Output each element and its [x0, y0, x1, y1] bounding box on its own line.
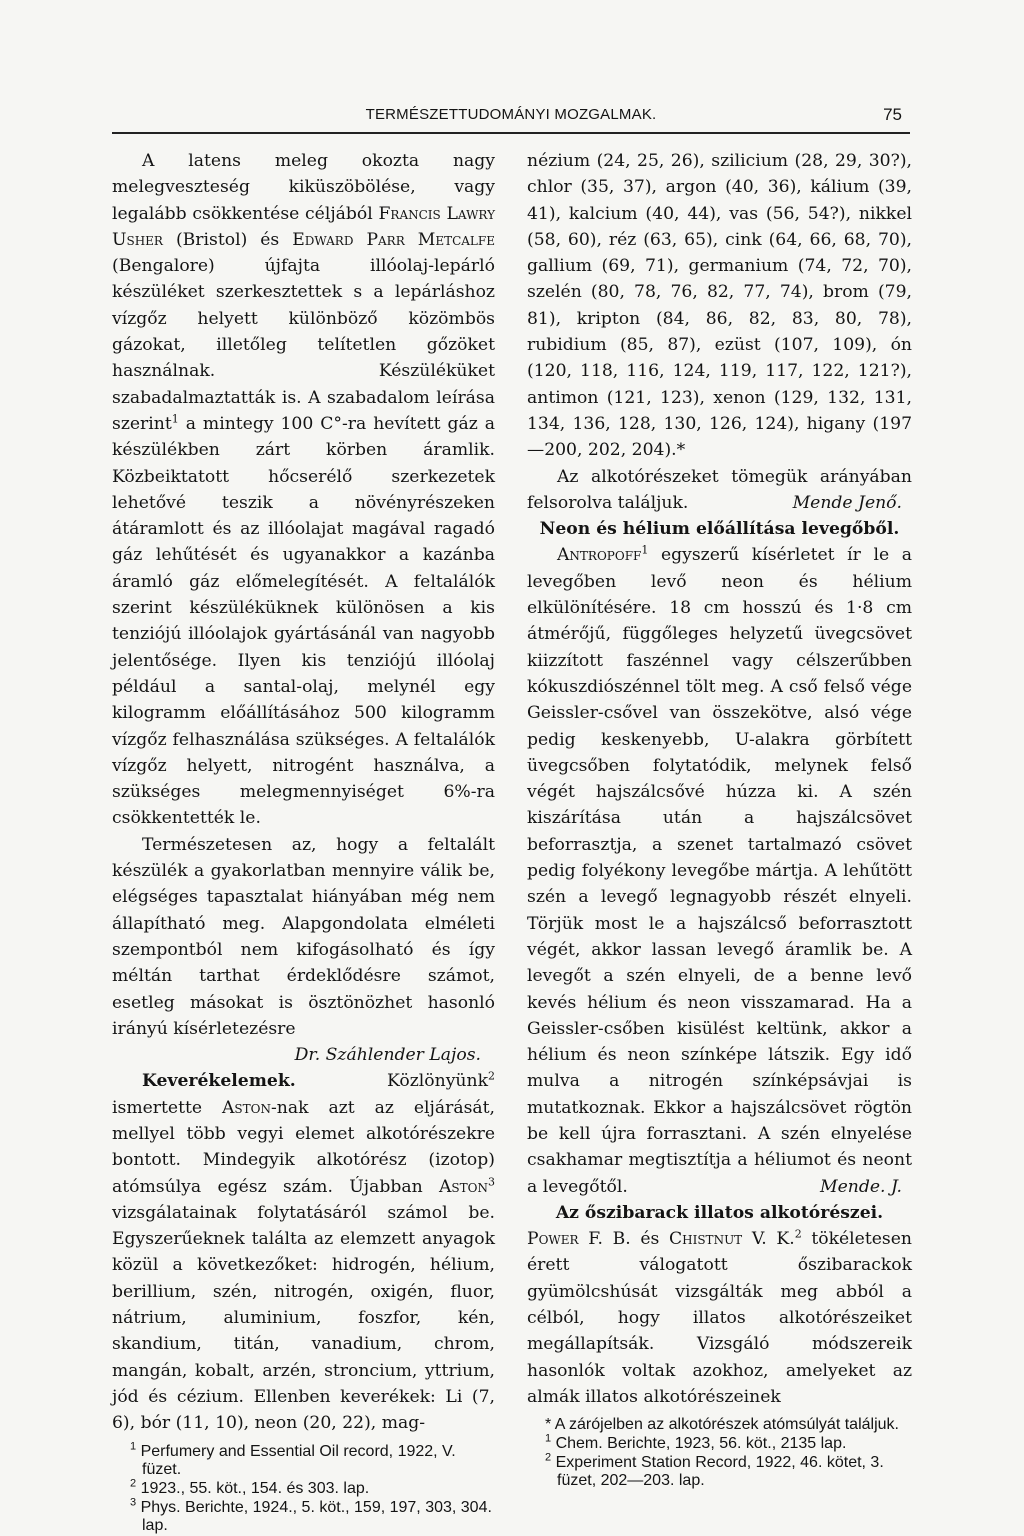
- article-usher-paragraph: A latens meleg okozta nagy melegveszteség kiküszöbölése, vagy legalább csökkentése céljából Francis Lawry Usher (Bristol) és Edward Parr Metcalfe (Bengalore) újfajta illóolaj-lepárló készüléket szerkesztettek s a lepárláshoz vízgőz helyett különböző közömbös gázokat, illetőleg telítetlen gőzöket használnak. Készüléküket szabadalmaztatták is. A szabadalom leírása szerint$^1$ a mintegy 100 C°-ra hevített gáz a készülékben zárt körben áramlik. Közbeiktatott hőcserélő szerkezetek lehetővé teszik a növényrészeken átáramlott és az illóolajat magával ragadó gáz lehűtését és ugyanakkor a kazánba áramló gáz előmelegítését. A feltalálók szerint készüléküknek különösen a kis tenziójú illóolajok gyártásánál van nagyobb jelentősége. Ilyen kis tenziójú illóolaj például a santal-olaj, melynél egy kilogramm előállításához 500 kilogramm vízgőz felhasználása szükséges. A feltalálók vízgőz helyett, nitrogént használva, a szükséges melegmennyiséget 6%-ra csökkentették le.: [112, 151, 495, 829]
- footnote-ref: 1: [641, 543, 649, 557]
- article-title: Neon és hélium előállítása levegőből.: [539, 519, 900, 540]
- article-oszibarack: Power F. B. és Chistnut V. K.$^2$ tökéletesen érett válogatott őszibarackok gyümölcshúsát vizsgálták meg abból a célból, hogy illatos alkotórészeiket megállapítsák. Vizsgáló módszereik hasonlók voltak azokhoz, amelyeket az almák illatos alkotórészeinek: [527, 1227, 912, 1407]
- article-paragraph: nézium (24, 25, 26), szilicium (28, 29, 30?), chlor (35, 37), argon (40, 36), kálium (39, 41), kalcium (40, 44), vas (56, 54?), nikkel (58, 60), réz (63, 65), cink (64, 66, 68, 70), gallium (69, 71), germanium (74, 72, 70), szelén (80, 78, 76, 82, 77, 74), brom (79, 81), kripton (84, 86, 82, 83, 80, 78), rubidium (85, 87), ezüst (107, 109), ón (120, 118, 116, 124, 119, 117, 122, 121?), antimon (121, 123), xenon (129, 132, 131, 134, 136, 128, 130, 126, 124), higany (197—200, 202, 204).*: [527, 151, 912, 461]
- footnote: $^1$ Perfumery and Essential Oil record, 1922, V. füzet.: [130, 1440, 456, 1478]
- signature: Mende. J.: [820, 1176, 902, 1197]
- footnote-ref: 1: [171, 412, 179, 426]
- left-column: [112, 148, 495, 1536]
- signature: Dr. Száhlender Lajos.: [294, 1045, 481, 1066]
- article-neon-helium: Antropoff$^1$ egyszerű kísérletet ír le a levegőben levő neon és hélium elkülönítésére. 18 cm hosszú és 1·8 cm átmérőjű, függőleges helyzetű üvegcsövet kiizzított faszénnel vagy célszerűbben kókuszdiószénnel tölt meg. A cső felső vége Geissler-csővel van összekötve, alsó vége pedig keskenyebb, U-alakra görbített üvegcsőben folytatódik, melynek felső végét hajszálcsővé húzza ki. A szén kiszárítása után a hajszálcsövet beforrasztja, a szenet tartalmazó csövet pedig folyékony levegőbe mártja. A lehűtött szén a levegő legnagyobb részét elnyeli. Törjük most le a hajszálcső beforrasztott végét, akkor lassan levegő áramlik be. A levegőt a szén elnyeli, de a benne levő kevés hélium és neon visszamarad. Ha a Geissler-csőben kisülést keltünk, akkor a hélium és neon színképe látszik. Egy idő mulva a nitrogén színképsávjai is mutatkoznak. Ekkor a hajszálcsövet rögtön be kell újra forrasztani. A szén elnyelése csakhamar megtisztítja a héliumot és neont a levegőtől. Mende. J.: [527, 542, 912, 1199]
- footnote: $^2$ 1923., 55. köt., 154. és 303. lap.: [130, 1477, 370, 1497]
- article-paragraph: Természetesen az, hogy a feltalált készülék a gyakorlatban mennyire válik be, elégséges tapasztalat hiányában még nem állapítható meg. Alapgondolata elméleti szempontból nem kifogásolható és így méltán tarthat érdeklődésre számot, esetleg másokat is ösztönözhet hasonló irányú kísérletezésre: [112, 834, 495, 1039]
- footnote-ref: 3: [488, 1174, 495, 1188]
- signature: Mende Jenő.: [792, 492, 902, 513]
- footnote: $^1$ Chem. Berichte, 1923, 56. köt., 2135 lap.: [545, 1432, 847, 1453]
- article-paragraph: Az alkotórészeket tömegük arányában felsorolva találjuk. Mende Jenő.: [527, 464, 912, 517]
- running-header: [112, 100, 910, 134]
- author-name: Antropoff: [557, 545, 642, 566]
- footnote-ref: 2: [794, 1227, 802, 1241]
- author-name: Francis Lawry Usher: [112, 203, 495, 250]
- page-number: 75: [883, 105, 902, 124]
- asterisk-note: * A zárójelben az alkotórészek atómsúlyát találjuk.: [545, 1416, 899, 1434]
- article-keverekelemek: Keverékelemek. Közlönyünk$^2$ ismertette Aston-nak azt az eljárását, mellyel több vegyi elemet alkotórészekre bontott. Mindegyik alkotórész (izotop) atómsúlya egész szám. Újabban Aston$^3$ vizsgálatainak folytatásáról számol be. Egyszerűeknek találta az elemzett anyagok közül a következőket: hidrogén, hélium, berillium, szén, nitrogén, oxigén, fluor, nátrium, aluminium, foszfor, kén, skandium, titán, vanadium, chrom, mangán, kobalt, arzén, stroncium, yttrium, jód és cézium. Ellenben keverékek: Li (7, 6), bór (11, 10), neon (20, 22), mag-: [112, 1069, 496, 1434]
- author-name: Aston: [222, 1097, 271, 1118]
- journal-section-title: TERMÉSZETTUDOMÁNYI MOZGALMAK.: [365, 106, 657, 123]
- footnote: $^3$ Phys. Berichte, 1924., 5. köt., 159, 197, 303, 304. lap.: [130, 1496, 492, 1534]
- author-name: Power: [527, 1229, 579, 1250]
- article-title: Az őszibarack illatos alkotórészei.: [555, 1202, 884, 1223]
- footnote-ref: 2: [488, 1069, 495, 1083]
- footnotes: [527, 1416, 912, 1490]
- author-name: Edward Parr Metcalfe: [292, 229, 495, 250]
- right-column: [527, 148, 912, 1491]
- footnote: $^2$ Experiment Station Record, 1922, 46. kötet, 3. füzet, 202—203. lap.: [545, 1451, 884, 1490]
- footnotes: [112, 1440, 495, 1535]
- author-name: Chistnut: [668, 1229, 743, 1250]
- author-name: Aston: [439, 1176, 488, 1197]
- article-title: Keverékelemek.: [142, 1071, 296, 1092]
